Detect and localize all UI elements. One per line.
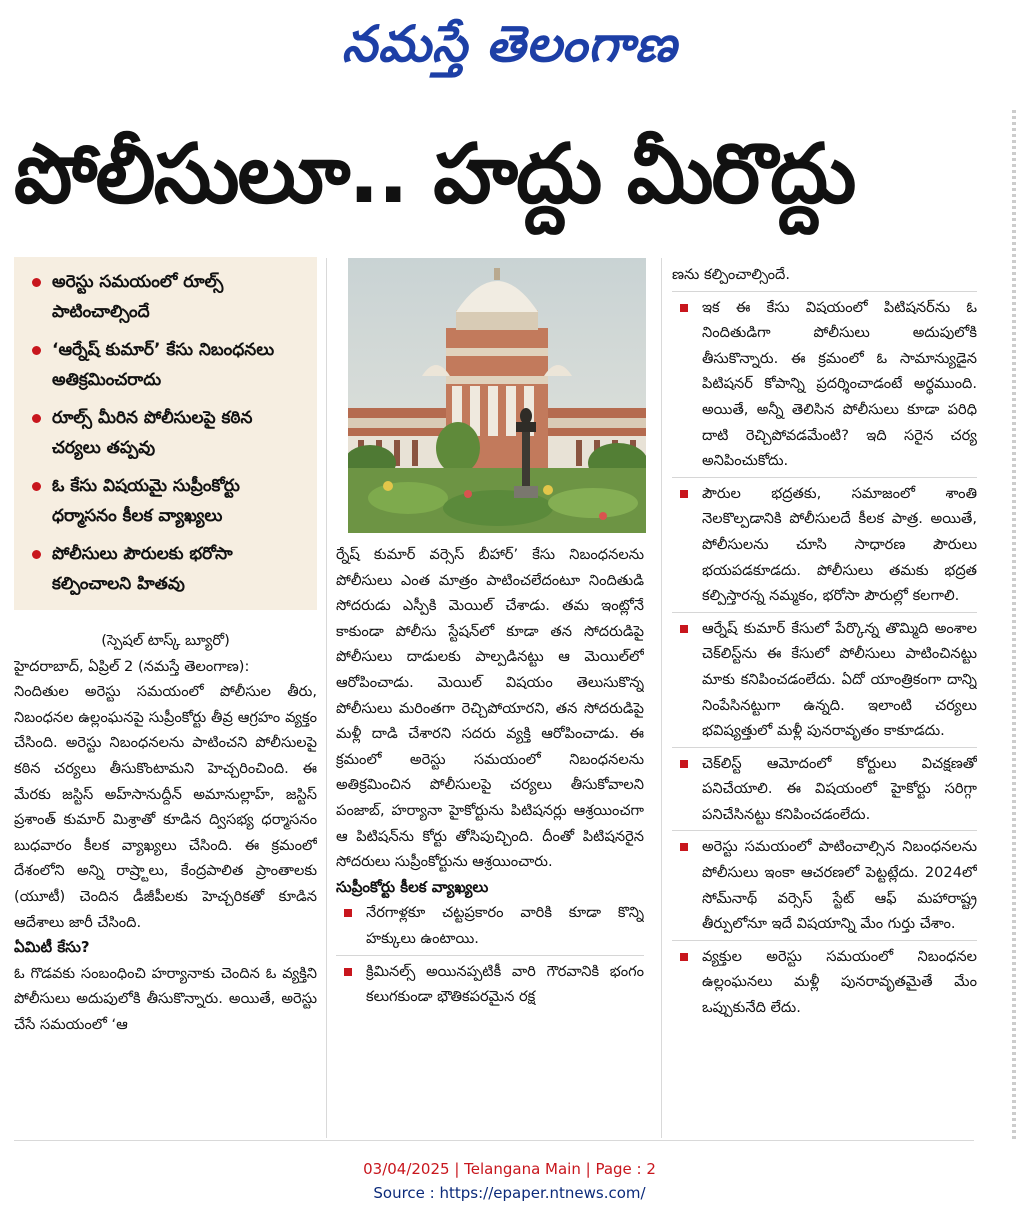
dateline: హైదరాబాద్‌, ఏప్రిల్‌ 2 (నమస్తే తెలంగాణ): — [14, 657, 250, 675]
page-edge-strip — [1012, 110, 1016, 1140]
bullet-point: అరెస్టు సమయంలో పాటించాల్సిన నిబంధనలను పోలీసులు ఇంకా ఆచరణలో పెట్టట్లేదు. 2024లో సోమ్‌నాథ్‌ వర్సెస్‌ స్టేట్‌ ఆఫ్‌ మహారాష్ట్ర తీర్పులోనూ ఇదే విషయాన్ని మేం గుర్తు చేశాం. — [672, 834, 977, 936]
divider — [672, 747, 977, 748]
column-divider — [326, 258, 327, 1138]
divider — [672, 830, 977, 831]
footer-source-link[interactable]: Source : https://epaper.ntnews.com/ — [373, 1184, 646, 1202]
divider — [672, 612, 977, 613]
divider — [672, 477, 977, 478]
highlight-item: పోలీసులు పౌరులకు భరోసా కల్పించాలని హితవు — [28, 539, 307, 599]
divider — [336, 955, 644, 956]
column-divider — [661, 258, 662, 1138]
masthead-title: నమస్తే తెలంగాణ — [341, 14, 678, 73]
bullet-point: వ్యక్తుల అరెస్టు సమయంలో నిబంధనల ఉల్లంఘనలు మళ్లీ పునరావృతమైతే మేం ఒప్పుకునేది లేదు. — [672, 944, 977, 1021]
bullet-point: ఇక ఈ కేసు విషయంలో పిటిషనర్‌ను ఓ నిందితుడిగా పోలీసులు అదుపులోకి తీసుకొన్నారు. ఈ క్రమంలో ఓ సామాన్యుడైన పిటిషనర్‌ కోపాన్ని ప్రదర్శించాడంటే అర్థముంది. అయితే, అన్నీ తెలిసిన పోలీసులు కూడా పరిధి దాటి రెచ్చిపోవడమేంటి? ఇది సరైన చర్య అనిపించుకోదు. — [672, 295, 977, 474]
highlight-item: అరెస్టు సమయంలో రూల్స్‌ పాటించాల్సిందే — [28, 267, 307, 327]
article-column-3 — [672, 262, 977, 1132]
highlight-item: రూల్స్‌ మీరిన పోలీసులపై కఠిన చర్యలు తప్పవు — [28, 403, 307, 463]
highlights-box — [14, 257, 317, 610]
divider — [672, 291, 977, 292]
bullet-point: చెక్‌లిస్ట్‌ ఆమోదంలో కోర్టులు విచక్షణతో పనిచేయాలి. ఈ విషయంలో హైకోర్టు సరిగ్గా పనిచేసినట్టు కనిపించడంలేదు. — [672, 751, 977, 828]
section-subhead: ఏమిటీ కేసు? — [14, 938, 90, 957]
byline: (స్పెషల్‌ టాస్క్‌ బ్యూరో) — [101, 632, 230, 649]
supreme-court-image — [348, 258, 646, 533]
highlight-item: ‘ఆర్నేష్‌ కుమార్‌’ కేసు నిబంధనలు అతిక్రమించరాదు — [28, 335, 307, 395]
headline: పోలీసులూ.. హద్దు మీరొద్దు — [14, 127, 855, 222]
masthead — [0, 8, 1019, 80]
bullet-point: క్రిమినల్స్‌ అయినప్పటికీ వారి గౌరవానికి భంగం కలుగకుండా భౌతికపరమైన రక్ష — [336, 959, 644, 1010]
section-subhead: సుప్రీంకోర్టు కీలక వ్యాఖ్యలు — [336, 877, 489, 896]
supreme-court-photo — [348, 258, 646, 533]
page-bottom-rule — [14, 1140, 974, 1141]
bullet-point: పౌరుల భద్రతకు, సమాజంలో శాంతి నెలకొల్పడానికి పోలీసులదే కీలక పాత్ర. అయితే, పోలీసులను చూసి సాధారణ పౌరులు భయపడకూడదు. పోలీసులు తమకు భద్రత కల్పిస్తారన్న నమ్మకం, భరోసా పౌరుల్లో కలగాలి. — [672, 481, 977, 609]
article-column-1 — [14, 628, 317, 1133]
article-paragraph: ణను కల్పించాల్సిందే. — [672, 266, 790, 283]
bullet-point: ఆర్నేష్‌ కుమార్‌ కేసులో పేర్కొన్న తొమ్మిది అంశాల చెక్‌లిస్ట్‌ను ఈ కేసులో పోలీసులు పాటించినట్టు మాకు కనిపించడంలేదు. ఏదో యాంత్రికంగా దాన్ని నింపేసినట్టుగా ఉన్నది. ఇలాంటి చర్యలు భవిష్యత్తులో మళ్లీ పునరావృతం కాకూడదు. — [672, 616, 977, 744]
article-paragraph: ఓ గొడవకు సంబంధించి హర్యానాకు చెందిన ఓ వ్యక్తిని పోలీసులు అదుపులోకి తీసుకొన్నారు. అయితే, అరెస్టు చేసే సమయంలో ‘ఆ — [14, 964, 317, 1033]
highlight-item: ఓ కేసు విషయమై సుప్రీంకోర్టు ధర్మాసనం కీలక వ్యాఖ్యలు — [28, 471, 307, 531]
bullet-point: నేరగాళ్లకూ చట్టప్రకారం వారికి కూడా కొన్ని హక్కులు ఉంటాయి. — [336, 900, 644, 951]
footer-edition-info: 03/04/2025 | Telangana Main | Page : 2 — [363, 1160, 656, 1178]
article-paragraph: నిందితుల అరెస్టు సమయంలో పోలీసుల తీరు, నిబంధనల ఉల్లంఘనపై సుప్రీంకోర్టు తీవ్ర ఆగ్రహం వ్యక్తం చేసింది. అరెస్టు నిబంధనలను పాటించని పోలీసులపై కఠిన చర్యలు తీసుకొంటామని హెచ్చరించింది. ఈ మేరకు జస్టిస్‌ అహ్‌సానుద్దీన్‌ అమానుల్లాహ్‌, జస్టిస్‌ ప్రశాంత్‌ కుమార్‌ మిశ్రాతో కూడిన ద్విసభ్య ధర్మాసనం బుధవారం కీలక వ్యాఖ్యలు చేసింది. ఈ క్రమంలో దేశంలోని అన్ని రాష్ర్టాలు, కేంద్రపాలిత ప్రాంతాలకు (యూటీ) చెందిన డీజీపీలకు హెచ్చరికతో కూడిన ఆదేశాలు జారీ చేసింది. — [14, 683, 317, 931]
article-paragraph: ర్నేష్‌ కుమార్‌ వర్సెస్‌ బీహార్‌’ కేసు నిబంధనలను పోలీసులు ఎంత మాత్రం పాటించలేదంటూ నిందితుడి సోదరుడు ఎస్పీకి మెయిల్‌ చేశాడు. తమ ఇంట్లోనే కాకుండా పోలీసు స్టేషన్‌లో కూడా తన సోదరుడిపై పోలీసులు దాడులకు పాల్పడినట్టు ఆ మెయిల్‌లో ఆరోపించాడు. మెయిల్‌ విషయం తెలుసుకొన్న పోలీసులు మరింతగా రెచ్చిపోయారని, తన సోదరుడిపై మళ్లీ దాడి చేశారని సదరు వ్యక్తి ఆరోపించాడు. ఈ క్రమంలో అరెస్టు సమయంలో నిబంధనలను అతిక్రమించిన పోలీసులపై చర్యలు తీసుకోవాలని పంజాబ్‌, హర్యానా హైకోర్టును పిటిషనర్లు ఆశ్రయించగా ఆ పిటిషన్‌ను కోర్టు తోసిపుచ్చింది. దీంతో పిటిషనరైన సోదరులు సుప్రీంకోర్టును ఆశ్రయించారు. — [336, 546, 644, 871]
article-column-2 — [336, 542, 644, 1132]
divider — [672, 940, 977, 941]
